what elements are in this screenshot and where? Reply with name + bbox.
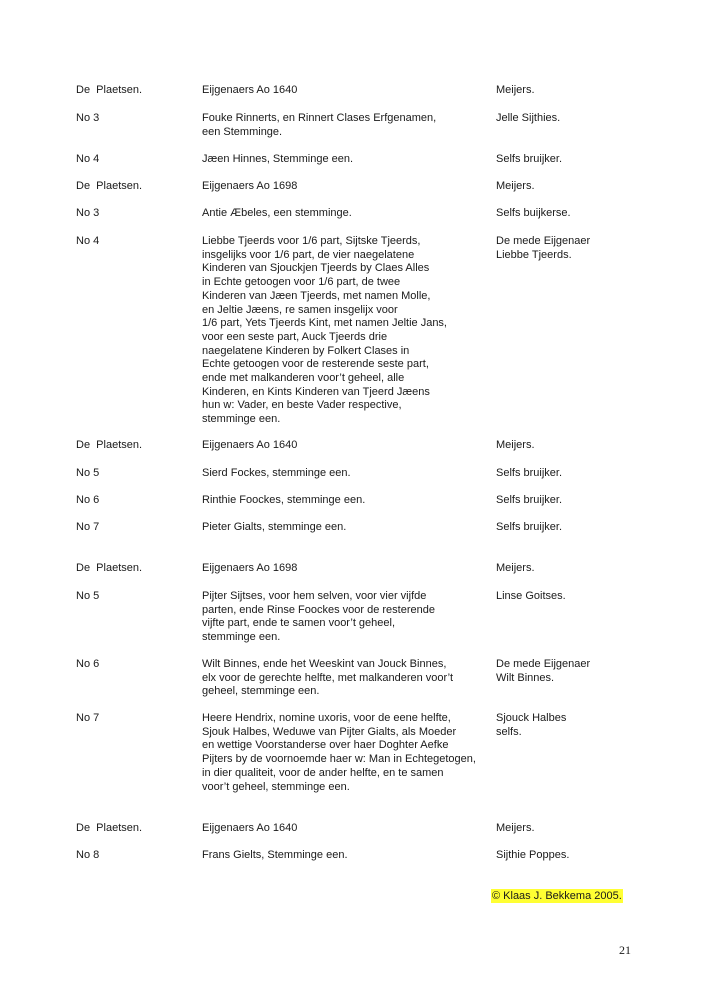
tenant-text-line: Selfs bruijker.	[496, 467, 563, 479]
owners-text-line: Frans Gielts, Stemminge een.	[202, 849, 348, 861]
row-place-label: No 4	[76, 235, 100, 247]
owners-text-line: ende met malkanderen voor’t geheel, alle	[202, 372, 405, 385]
owners-text-line: en wettige Voorstanderse over haer Doghter Aefke	[202, 739, 449, 752]
row-place-label: No 5	[76, 590, 100, 602]
owners-text-line: een Stemminge.	[202, 125, 283, 138]
owners-text-line: parten, ende Rinse Foockes voor de resterende	[202, 603, 435, 616]
owners-text-line: stemminge een.	[202, 631, 281, 644]
row-owners-text	[202, 84, 502, 98]
owners-text-line: Pieter Gialts, stemminge een.	[202, 521, 347, 533]
row-owners-text	[202, 822, 502, 836]
owners-text-line: in Echte getoogen voor 1/6 part, de twee	[202, 276, 401, 289]
row-owners-text	[202, 112, 502, 139]
row-owners-text	[202, 180, 502, 194]
row-owners-text	[202, 235, 502, 427]
tenant-text-line: Meijers.	[496, 439, 535, 451]
row-tenant-text	[496, 467, 686, 481]
row-tenant-text	[496, 112, 686, 126]
row-place-label: De Plaetsen.	[76, 562, 143, 574]
owners-text-line: Pijter Sijtses, voor hem selven, voor vier vijfde	[202, 590, 427, 602]
tenant-text-line: Meijers.	[496, 180, 535, 192]
tenant-text-line: Selfs bruijker.	[496, 153, 563, 165]
row-owners-text	[202, 658, 502, 699]
owners-text-line: Eijgenaers Ao 1698	[202, 562, 298, 574]
owners-text-line: Pijters by de voornoemde haer w: Man in Echtegetogen,	[202, 753, 476, 766]
row-place-label: No 7	[76, 521, 100, 533]
tenant-text-line: De mede Eijgenaer	[496, 235, 591, 247]
row-tenant-text	[496, 590, 686, 604]
row-tenant-text	[496, 439, 686, 453]
owners-text-line: Antie Æbeles, een stemminge.	[202, 207, 352, 219]
row-place-label: No 3	[76, 207, 100, 219]
owners-text-line: en Jeltie Jæens, re samen insgelijx voor	[202, 303, 398, 316]
row-tenant-text	[496, 84, 686, 98]
row-tenant-text	[496, 153, 686, 167]
row-owners-text	[202, 207, 502, 221]
tenant-text-line: Meijers.	[496, 822, 535, 834]
owners-text-line: stemminge een.	[202, 413, 281, 426]
row-place-label: No 5	[76, 467, 100, 479]
tenant-text-line: De mede Eijgenaer	[496, 658, 591, 670]
row-owners-text	[202, 521, 502, 535]
row-tenant-text	[496, 822, 686, 836]
owners-text-line: vijfte part, ende te samen voor’t geheel,	[202, 617, 396, 630]
tenant-text-line: Sjouck Halbes	[496, 712, 567, 724]
owners-text-line: voor’t geheel, stemminge een.	[202, 780, 350, 793]
tenant-text-line: Sijthie Poppes.	[496, 849, 570, 861]
owners-text-line: 1/6 part, Yets Tjeerds Kint, met namen Jeltie Jans,	[202, 317, 447, 330]
owners-text-line: naegelatene Kinderen by Folkert Clases in	[202, 344, 410, 357]
owners-text-line: Rinthie Foockes, stemminge een.	[202, 494, 366, 506]
owners-text-line: Kinderen van Jæen Tjeerds, met namen Molle,	[202, 289, 431, 302]
owners-text-line: Wilt Binnes, ende het Weeskint van Jouck Binnes,	[202, 658, 447, 670]
tenant-text-line: Selfs buijkerse.	[496, 207, 571, 219]
owners-text-line: Sierd Fockes, stemminge een.	[202, 467, 351, 479]
row-owners-text	[202, 590, 502, 645]
tenant-text-line: Linse Goitses.	[496, 590, 566, 602]
owners-text-line: in dier qualiteit, voor de ander helfte, en te samen	[202, 766, 444, 779]
owners-text-line: Eijgenaers Ao 1640	[202, 439, 298, 451]
row-tenant-text	[496, 235, 686, 262]
owners-text-line: Echte getoogen voor de resterende seste part,	[202, 358, 429, 371]
tenant-text-line: Jelle Sijthies.	[496, 112, 561, 124]
row-place-label: No 8	[76, 849, 100, 861]
row-tenant-text	[496, 562, 686, 576]
tenant-text-line: Meijers.	[496, 562, 535, 574]
page-number: 21	[619, 943, 631, 957]
row-place-label: De Plaetsen.	[76, 180, 143, 192]
owners-text-line: geheel, stemminge een.	[202, 685, 320, 698]
row-place-label: No 7	[76, 712, 100, 724]
row-owners-text	[202, 467, 502, 481]
owners-text-line: hun w: Vader, en beste Vader respective,	[202, 399, 402, 412]
row-owners-text	[202, 712, 502, 794]
row-tenant-text	[496, 494, 686, 508]
row-tenant-text	[496, 521, 686, 535]
row-owners-text	[202, 562, 502, 576]
owners-text-line: Eijgenaers Ao 1698	[202, 180, 298, 192]
row-owners-text	[202, 494, 502, 508]
row-tenant-text	[496, 849, 686, 863]
tenant-text-line: Wilt Binnes.	[496, 671, 555, 684]
row-tenant-text	[496, 712, 686, 739]
row-owners-text	[202, 439, 502, 453]
owners-text-line: elx voor de gerechte helfte, met malkanderen voor’t	[202, 671, 454, 684]
row-place-label: No 6	[76, 494, 100, 506]
row-place-label: De Plaetsen.	[76, 439, 143, 451]
tenant-text-line: Selfs bruijker.	[496, 494, 563, 506]
owners-text-line: Heere Hendrix, nomine uxoris, voor de eene helfte,	[202, 712, 451, 724]
row-tenant-text	[496, 658, 686, 685]
row-tenant-text	[496, 207, 686, 221]
row-place-label: No 4	[76, 153, 100, 165]
row-tenant-text	[496, 180, 686, 194]
tenant-text-line: Liebbe Tjeerds.	[496, 248, 572, 261]
row-owners-text	[202, 849, 502, 863]
copyright-notice: © Klaas J. Bekkema 2005.	[492, 890, 622, 902]
owners-text-line: insgelijks voor 1/6 part, de vier naegelatene	[202, 248, 415, 261]
row-place-label: No 6	[76, 658, 100, 670]
owners-text-line: Jæen Hinnes, Stemminge een.	[202, 153, 354, 165]
row-place-label: De Plaetsen.	[76, 84, 143, 96]
owners-text-line: Sjouk Halbes, Weduwe van Pijter Gialts, als Moeder	[202, 725, 457, 738]
owners-text-line: Fouke Rinnerts, en Rinnert Clases Erfgenamen,	[202, 112, 437, 124]
tenant-text-line: Meijers.	[496, 84, 535, 96]
row-place-label: No 3	[76, 112, 100, 124]
owners-text-line: Kinderen van Sjouckjen Tjeerds by Claes Alles	[202, 262, 430, 275]
tenant-text-line: selfs.	[496, 725, 522, 738]
tenant-text-line: Selfs bruijker.	[496, 521, 563, 533]
owners-text-line: Eijgenaers Ao 1640	[202, 84, 298, 96]
owners-text-line: Kinderen, en Kints Kinderen van Tjeerd Jæens	[202, 385, 430, 398]
owners-text-line: Eijgenaers Ao 1640	[202, 822, 298, 834]
owners-text-line: voor een seste part, Auck Tjeerds drie	[202, 330, 388, 343]
row-place-label: De Plaetsen.	[76, 822, 143, 834]
owners-text-line: Liebbe Tjeerds voor 1/6 part, Sijtske Tjeerds,	[202, 235, 421, 247]
row-owners-text	[202, 153, 502, 167]
